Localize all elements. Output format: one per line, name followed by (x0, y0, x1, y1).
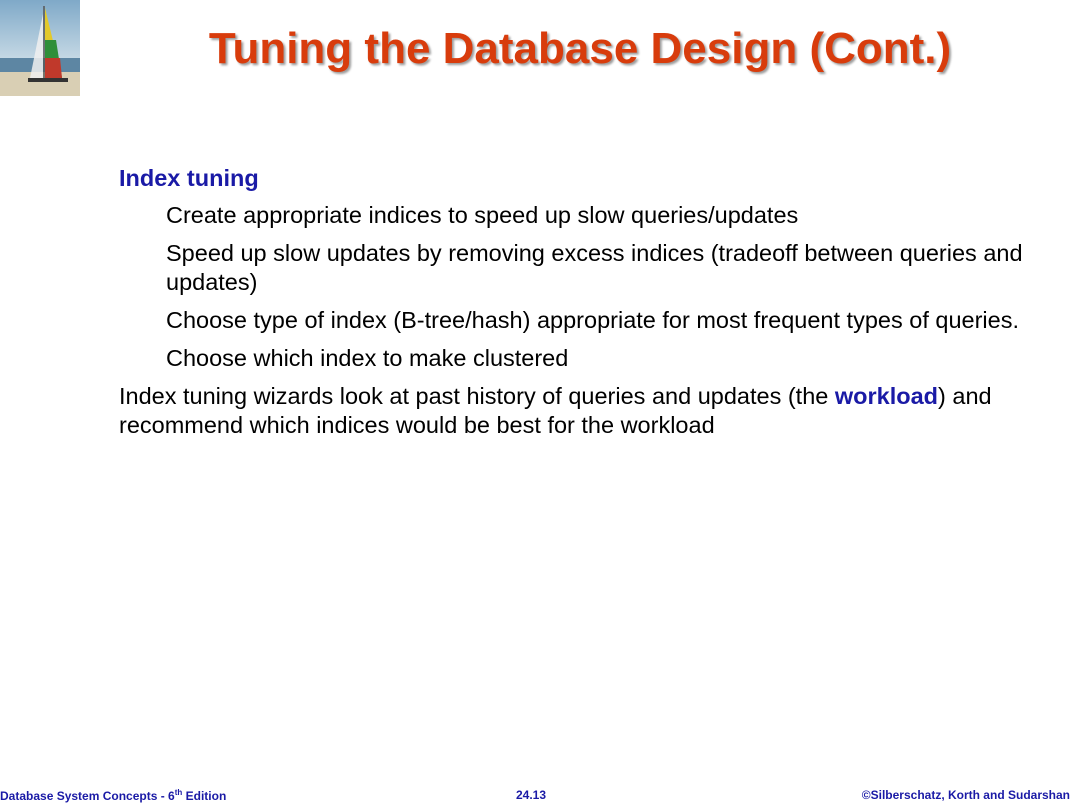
wizard-paragraph (119, 382, 1039, 440)
list-item: Choose type of index (B-tree/hash) appropriate for most frequent types of queries. (166, 307, 1019, 333)
footer-edition-sup: th (174, 788, 183, 797)
slide-content (119, 164, 1039, 440)
slide-title: Tuning the Database Design (Cont.) (208, 24, 952, 73)
para-text-end: ) and recommend which indices would be best for the workload (119, 383, 992, 438)
slide-footer (0, 788, 1080, 806)
list-item: Create appropriate indices to speed up slow queries/updates (166, 202, 799, 228)
footer-copyright: ©Silberschatz, Korth and Sudarshan (861, 788, 1070, 802)
page-number: 24.13 (516, 788, 547, 802)
section-heading: Index tuning (119, 165, 259, 191)
list-item: Speed up slow updates by removing excess indices (tradeoff between queries and updates) (166, 240, 1023, 295)
footer-book-name: Database System Concepts - 6 (0, 789, 175, 803)
list-item: Choose which index to make clustered (166, 345, 569, 371)
footer-edition-label: Edition (182, 789, 227, 803)
sailboat-logo (0, 0, 80, 96)
workload-keyword: workload (834, 383, 939, 409)
para-text-start: Index tuning wizards look at past history of queries and updates (the (119, 383, 835, 409)
footer-book-title (0, 788, 226, 803)
